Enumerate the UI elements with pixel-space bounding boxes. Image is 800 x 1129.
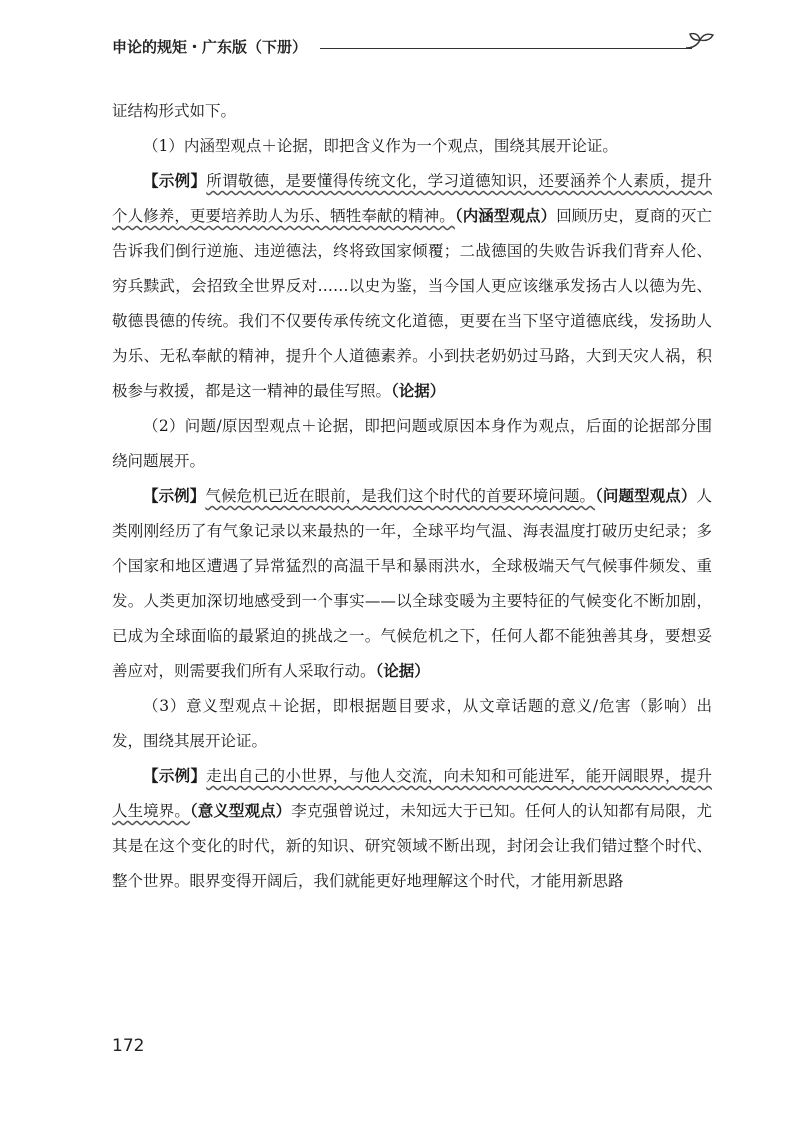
paragraph-example-2 xyxy=(112,479,712,689)
paragraph-intro-continuation: 证结构形式如下。 xyxy=(112,102,237,120)
paragraph-example-1 xyxy=(112,164,712,409)
example-claim: 走出自己的小世界，与他人交流，向未知和可能进军，能开阔眼界，提升人生境界。 xyxy=(112,767,712,820)
paragraph-type-connotation: （1）内涵型观点＋论据，即把含义作为一个观点，围绕其展开论证。 xyxy=(143,137,618,155)
sprout-icon xyxy=(682,30,718,58)
example-evidence: 回顾历史，夏商的灭亡告诉我们倒行逆施、违逆德法，终将致国家倾覆；二战德国的失败告诉我们背弃人伦、穷兵黩武，会招致全世界反对……以史为鉴，当今国人更应该继承发扬古人以德为先、敬德畏德的传统。我们不仅要传承传统文化道德，更要在当下坚守道德底线，发扬助人为乐、无私奉献的精神，提升个人道德素养。小到扶老奶奶过马路，大到天灾人祸，积极参与救援，都是这一精神的最佳写照。 xyxy=(112,207,712,400)
evidence-tag: （论据） xyxy=(375,662,430,680)
page-body xyxy=(112,94,712,899)
example-tag: 【示例】 xyxy=(143,172,207,190)
evidence-tag: （论据） xyxy=(391,382,446,400)
paragraph-example-3 xyxy=(112,759,712,899)
page-number: 172 xyxy=(112,1036,145,1056)
running-header xyxy=(112,30,712,70)
claim-type-tag: （意义型观点） xyxy=(189,802,292,820)
example-evidence: 李克强曾说过，未知远大于已知。任何人的认知都有局限，尤其是在这个变化的时代，新的知识、研究领域不断出现，封闭会让我们错过整个时代、整个世界。眼界变得开阔后，我们就能更好地理解这个时代，才能用新思路 xyxy=(112,802,712,890)
claim-type-tag: （内涵型观点） xyxy=(454,207,557,225)
example-evidence: 人类刚刚经历了有气象记录以来最热的一年，全球平均气温、海表温度打破历史纪录；多个国家和地区遭遇了异常猛烈的高温干旱和暴雨洪水，全球极端天气气候事件频发、重发。人类更加深切地感受到一个事实——以全球变暖为主要特征的气候变化不断加剧，已成为全球面临的最紧迫的挑战之一。气候危机之下，任何人都不能独善其身，要想妥善应对，则需要我们所有人采取行动。 xyxy=(112,487,712,680)
example-claim: 所谓敬德，是要懂得传统文化，学习道德知识，还要涵养个人素质，提升个人修养，更要培养助人为乐、牺牲奉献的精神。 xyxy=(112,172,712,225)
example-claim: 气候危机已近在眼前，是我们这个时代的首要环境问题。 xyxy=(205,487,596,505)
book-title: 申论的规矩・广东版（下册） xyxy=(112,38,308,56)
header-rule xyxy=(320,48,692,49)
paragraph-type-significance: （3）意义型观点＋论据，即根据题目要求，从文章话题的意义/危害（影响）出发，围绕其展开论证。 xyxy=(112,697,712,750)
paragraph-type-problem: （2）问题/原因型观点＋论据，即把问题或原因本身作为观点，后面的论据部分围绕问题展开。 xyxy=(112,417,712,470)
example-tag: 【示例】 xyxy=(143,767,207,785)
example-tag: 【示例】 xyxy=(143,487,206,505)
claim-type-tag: （问题型观点） xyxy=(595,487,697,505)
